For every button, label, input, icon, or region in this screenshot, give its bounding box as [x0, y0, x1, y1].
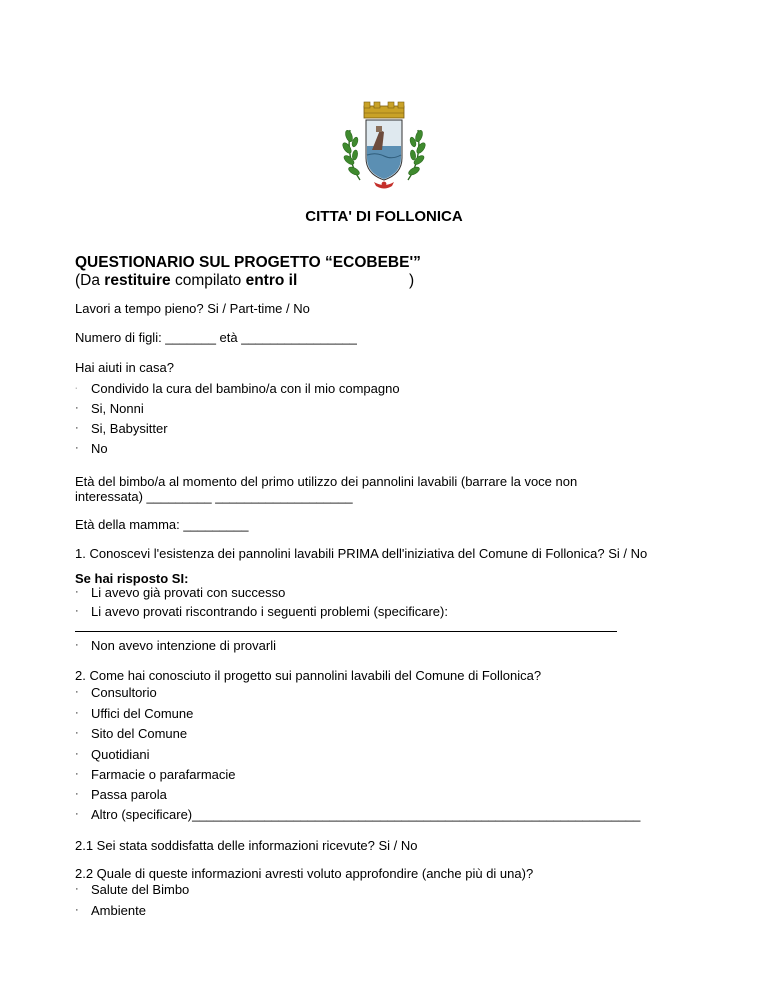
deadline-bold-restituire: restituire — [104, 272, 171, 289]
q1-option[interactable] — [75, 638, 276, 653]
help-option[interactable] — [75, 381, 400, 396]
questionnaire-title: QUESTIONARIO SUL PROGETTO “ECOBEBE'” — [75, 254, 421, 271]
city-crest-logo — [340, 100, 428, 192]
bullet-icon: · — [75, 904, 79, 916]
city-title: CITTA' DI FOLLONICA — [305, 208, 463, 225]
question-mother-age: Età della mamma: _________ — [75, 517, 249, 532]
option-label: No — [91, 441, 108, 456]
option-label: Condivido la cura del bambino/a con il mio compagno — [91, 381, 400, 396]
question-2: 2. Come hai conosciuto il progetto sui pannolini lavabili del Comune di Follonica? — [75, 668, 542, 683]
bullet-icon: · — [75, 686, 79, 698]
question-child-age-line1: Età del bimbo/a al momento del primo utilizzo dei pannolini lavabili (barrare la voce non — [75, 474, 578, 489]
deadline-close: ) — [409, 272, 415, 289]
question-1: 1. Conoscevi l'esistenza dei pannolini lavabili PRIMA dell'iniziativa del Comune di Follonica? Si / No — [75, 546, 648, 561]
deadline-bold-entro: entro il — [245, 272, 298, 289]
crown-icon — [364, 102, 404, 118]
bullet-icon: · — [75, 442, 79, 454]
bullet-icon: · — [75, 883, 79, 895]
bullet-icon: · — [75, 707, 79, 719]
deadline-mid: compilato — [170, 272, 246, 289]
q1-option[interactable] — [75, 585, 285, 600]
help-option[interactable] — [75, 441, 108, 456]
bullet-icon: · — [75, 385, 78, 392]
q2-option[interactable] — [75, 726, 187, 741]
option-label: Altro (specificare)______________________________________________________________ — [91, 807, 641, 822]
q1-problems-write-line[interactable] — [75, 631, 617, 632]
option-label: Salute del Bimbo — [91, 882, 190, 897]
option-label: Sito del Comune — [91, 726, 188, 741]
option-label: Si, Babysitter — [91, 421, 168, 436]
option-label: Si, Nonni — [91, 401, 144, 416]
bullet-icon: · — [75, 808, 79, 820]
q2-option[interactable] — [75, 787, 167, 802]
question-child-age-line2: interessata) _________ ___________________ — [75, 489, 353, 504]
option-label: Farmacie o parafarmacie — [91, 767, 236, 782]
option-label: Uffici del Comune — [91, 706, 194, 721]
bullet-icon: · — [75, 422, 79, 434]
bullet-icon: · — [75, 639, 79, 651]
option-label: Quotidiani — [91, 747, 150, 762]
option-label: Non avevo intenzione di provarli — [91, 638, 276, 653]
deadline-open: (Da — [75, 272, 105, 289]
option-label: Ambiente — [91, 903, 146, 918]
bullet-icon: · — [75, 768, 79, 780]
q1-option[interactable] — [75, 604, 448, 619]
bullet-icon: · — [75, 586, 79, 598]
bullet-icon: · — [75, 402, 79, 414]
question-work: Lavori a tempo pieno? Si / Part-time / No — [75, 301, 310, 316]
question-children: Numero di figli: _______ età ________________ — [75, 330, 357, 345]
q2-option[interactable] — [75, 807, 640, 822]
question-2-2: 2.2 Quale di queste informazioni avresti voluto approfondire (anche più di una)? — [75, 866, 534, 881]
shield-icon — [366, 120, 402, 180]
option-label: Passa parola — [91, 787, 167, 802]
question-2-1: 2.1 Sei stata soddisfatta delle informazioni ricevute? Si / No — [75, 838, 418, 853]
bullet-icon: · — [75, 788, 79, 800]
q2-option[interactable] — [75, 706, 193, 721]
question-help: Hai aiuti in casa? — [75, 360, 174, 375]
q2-option[interactable] — [75, 685, 157, 700]
return-deadline-line — [75, 272, 297, 290]
q2-option[interactable] — [75, 767, 236, 782]
ribbon-icon — [374, 182, 394, 189]
option-label: Consultorio — [91, 685, 157, 700]
bullet-icon: · — [75, 748, 79, 760]
q22-option[interactable] — [75, 882, 189, 897]
option-label: Li avevo già provati con successo — [91, 585, 286, 600]
help-option[interactable] — [75, 401, 144, 416]
option-label: Li avevo provati riscontrando i seguenti problemi (specificare): — [91, 604, 448, 619]
bullet-icon: · — [75, 605, 79, 617]
question-1-if-yes: Se hai risposto SI: — [75, 571, 189, 586]
bullet-icon: · — [75, 727, 79, 739]
help-option[interactable] — [75, 421, 168, 436]
q2-option[interactable] — [75, 747, 150, 762]
q22-option[interactable] — [75, 903, 146, 918]
